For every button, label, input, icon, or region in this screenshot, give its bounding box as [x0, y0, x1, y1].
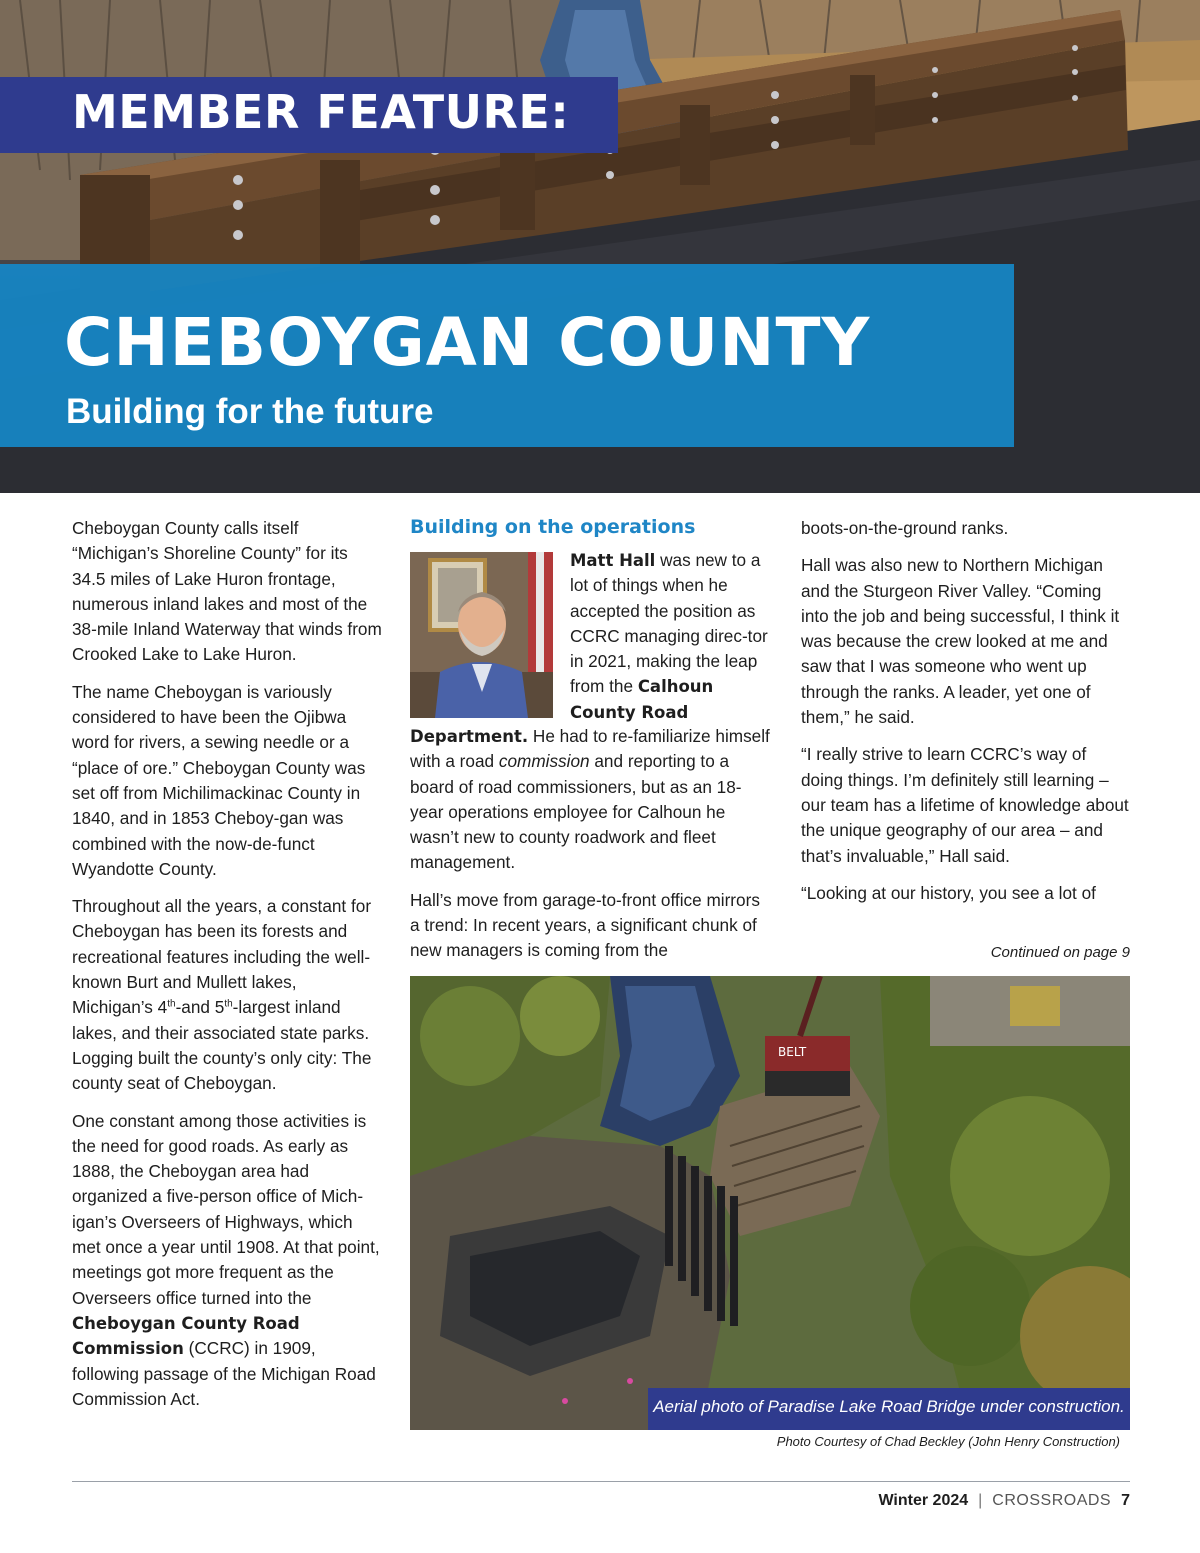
issue-season: Winter 2024	[878, 1492, 969, 1509]
photo-credit: Photo Courtesy of Chad Beckley (John Henry Construction)	[776, 1434, 1120, 1449]
title-band	[0, 264, 1014, 447]
paragraph	[72, 894, 382, 1096]
page-number: 7	[1121, 1492, 1130, 1509]
section-heading: Building on the operations	[410, 516, 696, 538]
text-run: was new to a lot of things when he accepted the position as CCRC managing direc-tor in 2021, making the leap from the	[570, 550, 768, 697]
bold-text: Cheboygan County Road Commission	[72, 1313, 300, 1359]
text-run: Throughout all the years, a constant for Cheboygan has been its forests and recreational features including the well-known Burt and Mullett lakes, Michigan’s 4	[72, 896, 372, 1018]
portrait-image	[410, 552, 553, 718]
page-title: CHEBOYGAN COUNTY	[64, 304, 871, 381]
text-run: -and 5	[175, 997, 225, 1018]
aerial-image	[410, 976, 1130, 1430]
magazine-name: CROSSROADS	[992, 1492, 1112, 1509]
continued-note: Continued on page 9	[990, 944, 1130, 961]
superscript: th	[167, 998, 176, 1010]
paragraph	[72, 1109, 382, 1413]
person-name: Matt Hall	[570, 551, 656, 570]
photo-caption-box	[648, 1388, 1130, 1430]
photo-caption: Aerial photo of Paradise Lake Road Bridge under construction.	[653, 1397, 1125, 1416]
bold-text: Department.	[410, 727, 529, 746]
page-subtitle: Building for the future	[66, 392, 434, 431]
paragraph	[410, 724, 770, 876]
matt-hall-portrait	[410, 552, 553, 718]
hero-banner	[0, 0, 1200, 493]
text-run: One constant among those activities is the need for good roads. As early as 1888, the Cheboygan area had organized a five-person office of Mich-igan’s Overseers of Highways, which met once a year until 1908. At that point, meetings got more frequent as the Overseers office turned into the	[72, 1110, 380, 1308]
page-footer	[700, 1492, 1130, 1510]
article-column-3	[801, 516, 1131, 918]
text-run: He had to re-familiarize himself with a road	[410, 726, 770, 772]
paragraph: Hall was also new to Northern Michigan and the Sturgeon River Valley. “Coming into the job and being successful, I think it was because the crew looked at me and saw that I was someone who went up through the ranks. A leader, yet one of them,” he said.	[801, 555, 1120, 728]
intro-text-beside-photo	[570, 548, 770, 725]
paragraph: “Looking at our history, you see a lot of	[801, 882, 1096, 903]
superscript: th	[224, 998, 233, 1010]
article-column-1	[72, 516, 382, 1424]
italic-text: commission	[498, 751, 590, 772]
paragraph: Hall’s move from garage-to-front office mirrors a trend: In recent years, a significant chunk of new managers is coming from the	[410, 889, 760, 961]
aerial-photo	[410, 976, 1130, 1430]
kicker-text: MEMBER FEATURE:	[72, 85, 570, 139]
bold-text: Calhoun County Road	[570, 677, 714, 722]
paragraph: The name Cheboygan is variously considered to have been the Ojibwa word for rivers, a sewing needle or a “place of ore.” Cheboygan County was set off from Michilimackinac County in 1840, and in 1853 Cheboy-gan was combined with the now-de-funct Wyandotte County.	[72, 681, 366, 879]
crane-label: BELT	[778, 1045, 807, 1059]
member-feature-kicker	[0, 77, 618, 153]
paragraph: “I really strive to learn CCRC’s way of doing things. I’m definitely still learning – our team has a lifetime of knowledge about the unique geography of our area – and that’s invaluable,” Hall said.	[801, 744, 1129, 866]
article-column-2	[410, 724, 770, 976]
paragraph: Cheboygan County calls itself “Michigan’s Shoreline County” for its 34.5 miles of Lake Huron frontage, numerous inland lakes and most of the 38-mile Inland Waterway that winds from Crooked Lake to Lake Huron.	[72, 518, 382, 665]
footer-rule	[72, 1481, 1130, 1482]
text-run: and reporting to a board of road commissioners, but as an 18-year operations employee for Calhoun he wasn’t new to county roadwork and fleet management.	[410, 751, 742, 873]
paragraph: boots-on-the-ground ranks.	[801, 518, 1009, 538]
footer-separator: |	[978, 1492, 983, 1509]
text-run: (CCRC) in 1909, following passage of the Michigan Road Commission Act.	[72, 1338, 376, 1409]
text-run: -largest inland lakes, and their associated state parks. Logging built the county’s only city: The county seat of Cheboygan.	[72, 997, 372, 1094]
